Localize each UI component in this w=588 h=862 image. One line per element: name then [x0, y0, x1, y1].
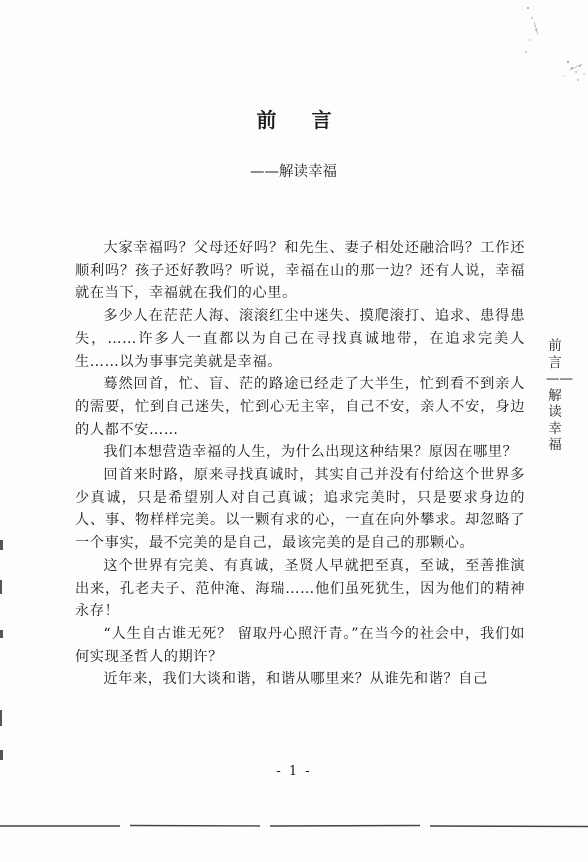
page-title: 前 言: [256, 108, 346, 132]
bottom-scan-line: [0, 823, 588, 829]
paragraph: 多少人在茫茫人海、滚滚红尘中迷失、摸爬滚打、追求、患得患失，……许多人一直都以为自己在寻找真诚地带，在追求完美人生……以为事事完美就是幸福。: [75, 308, 525, 370]
paragraph: 近年来，我们大谈和谐，和谐从哪里来？从谁先和谐？自己: [103, 671, 488, 688]
paragraph: 大家幸福吗？父母还好吗？和先生、妻子相处还融洽吗？工作还顺利吗？孩子还好教吗？听说，幸福在山的那一边？还有人说，幸福就在当下，幸福就在我们的心里。: [75, 240, 525, 302]
paragraph: 我们本想营造幸福的人生，为什么出现这种结果？原因在哪里？: [103, 444, 518, 461]
scan-speckle-marks: [498, 0, 588, 100]
left-binding-marks: [0, 520, 10, 780]
page-number: - 1 -: [276, 764, 312, 779]
paragraph: 这个世界有完美、有真诚，圣贤人早就把至真，至诚，至善推演出来，孔老夫子、范仲淹、海瑞……他们虽死犹生，因为他们的精神永存！: [75, 557, 525, 620]
page-subtitle: ——解读幸福: [250, 164, 337, 180]
paragraph: “人生自古谁无死？ 留取丹心照汗青。”在当今的社会中，我们如何实现圣哲人的期许？: [75, 625, 525, 665]
side-section-tab: 前言——解读幸福: [546, 338, 573, 453]
body-text: [75, 237, 525, 691]
paragraph: 蓦然回首，忙、盲、茫的路途已经走了大半生，忙到看不到亲人的需要，忙到自己迷失，忙到心无主宰，自己不安，亲人不安，身边的人都不安……: [75, 376, 525, 438]
paragraph: 回首来时路，原来寻找真诚时，其实自己并没有付给这个世界多少真诚，只是希望别人对自己真诚；追求完美时，只是要求身边的人、事、物样样完美。以一颗有求的心，一直在向外攀求。却忽略了一个事实，最不完美的是自己，最该完美的是自己的那颗心。: [75, 467, 525, 552]
